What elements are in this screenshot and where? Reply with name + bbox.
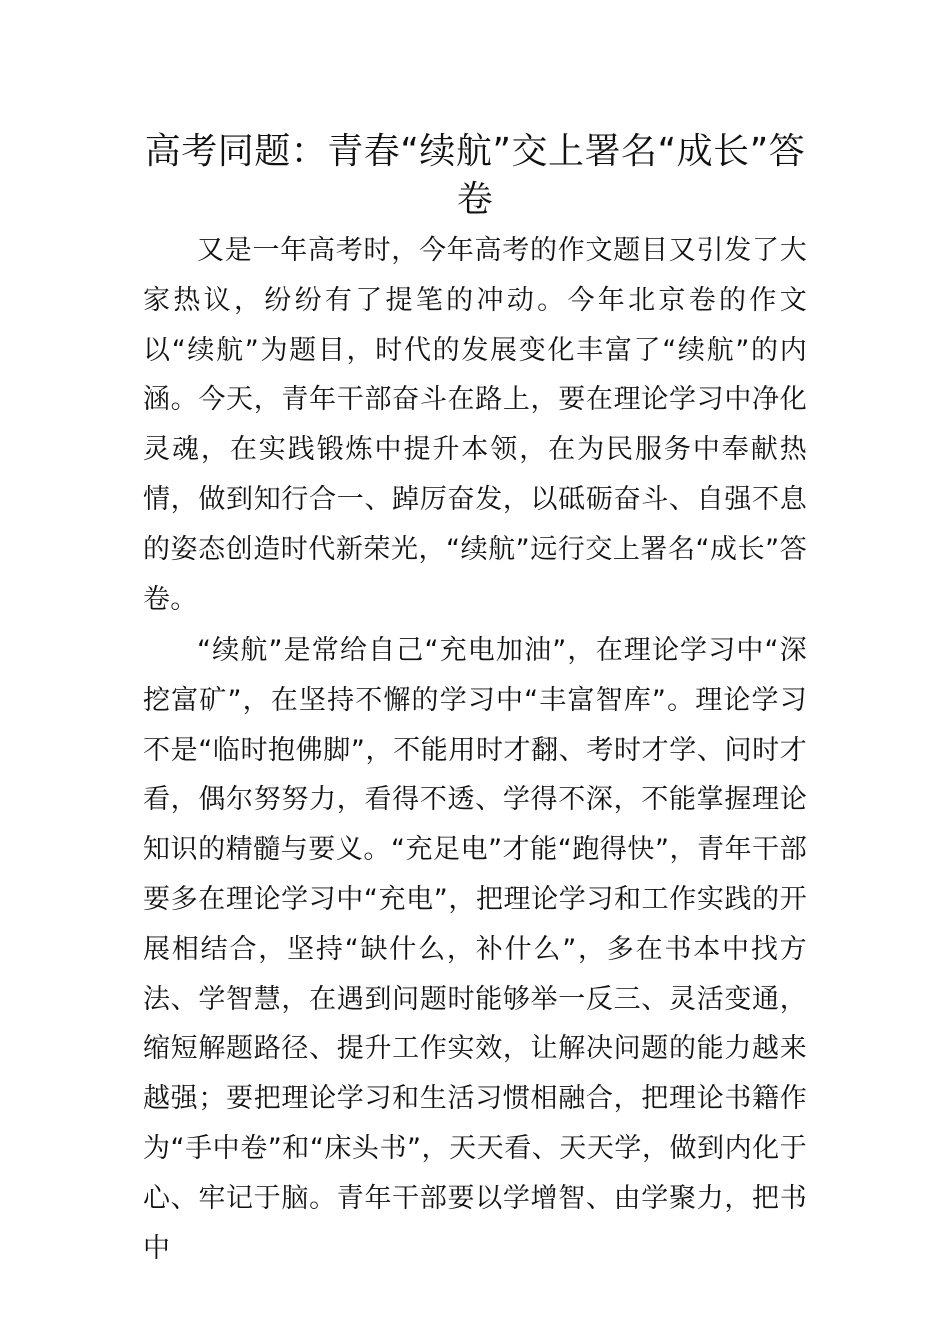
document-title: 高考同题：青春“续航”交上署名“成长”答卷 (144, 131, 806, 220)
paragraph-intro: 又是一年高考时，今年高考的作文题目又引发了大家热议，纷纷有了提笔的冲动。今年北京卷的作文以“续航”为题目，时代的发展变化丰富了“续航”的内涵。今天，青年干部奋斗在路上，要在理论学习中净化灵魂，在实践锻炼中提升本领，在为民服务中奉献热情，做到知行合一、踔厉奋发，以砥砺奋斗、自强不息的姿态创造时代新荣光，“续航”远行交上署名“成长”答卷。 (143, 235, 807, 615)
paragraph-recharge: “续航”是常给自己“充电加油”，在理论学习中“深挖富矿”，在坚持不懈的学习中“丰富智库”。理论学习不是“临时抱佛脚”，不能用时才翻、考时才学、问时才看，偶尔努努力，看得不透、学得不深，不能掌握理论知识的精髓与要义。“充足电”才能“跑得快”，青年干部要多在理论学习中“充电”，把理论学习和工作实践的开展相结合，坚持“缺什么，补什么”，多在书本中找方法、学智慧，在遇到问题时能够举一反三、灵活变通，缩短解题路径、提升工作实效，让解决问题的能力越来越强；要把理论学习和生活习惯相融合，把理论书籍作为“手中卷”和“床头书”，天天看、天天学，做到内化于心、牢记于脑。青年干部要以学增智、由学聚力，把书中 (143, 635, 807, 1264)
